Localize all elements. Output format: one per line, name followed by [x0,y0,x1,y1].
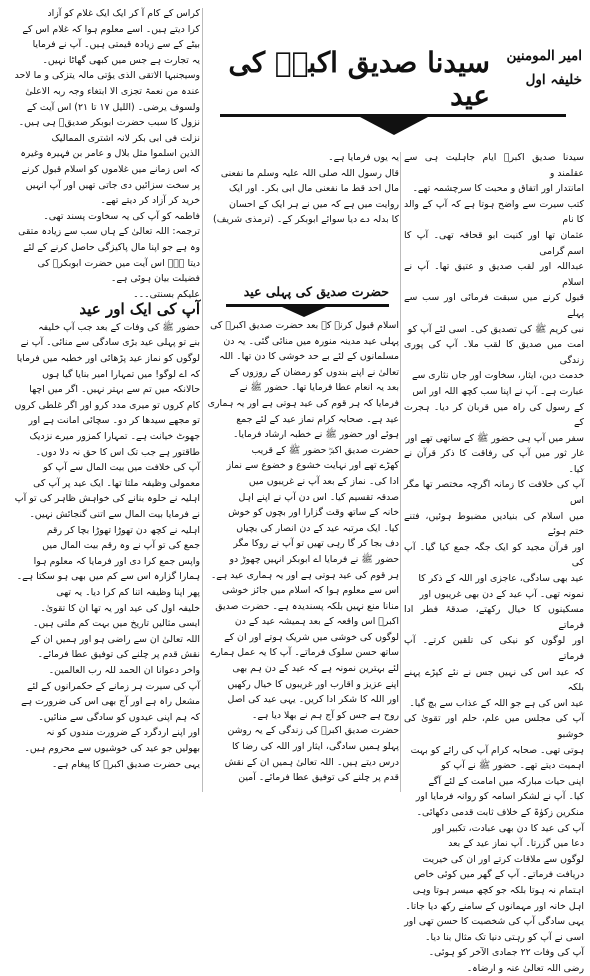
text-line: عید بھی سادگی، عاجزی اور اللہ کے ذکر کا [418,573,584,585]
text-line: اکبرؓ اس واقعہ کے بعد ہمیشہ عید کے دن [234,616,399,628]
text-line: آپ کی وفات ۲۲ جمادی الآخر کو ہوئی۔ [428,947,584,959]
text-line: اہلیہ نے حلوہ بنانے کی خواہش ظاہر کی تو آپ [14,493,200,505]
text-line: واپس جمع کرا دی اور فرمایا کہ معلوم ہوا [33,555,200,567]
text-line: فاطمہ کو آپ کی یہ سخاوت پسند تھی۔ [43,210,200,222]
text-line: عندہ من نعمۃ تجزی الا ابتغاء وجہ ربہ الاعلیٰ [25,85,200,97]
subheading: حضرت صدیق کی پہلی عید [243,284,389,299]
text-line: منکرین زکوٰۃ کے خلاف ثابت قدمی دکھائی۔ [416,806,584,818]
text-line: اہلیہ نے کچھ دن تھوڑا تھوڑا بچا کر رقم [46,524,200,536]
text-line: اس سے معلوم ہوا کہ اسلام میں جائز خوشی [221,585,399,597]
text-line: میں اسلام کی بنیادیں مضبوط ہوئیں، فتنے ختم ہوئے [404,510,584,538]
text-line: مشعل راہ ہے اور آج بھی اس کی ضرورت ہے [21,696,200,708]
column-divider [202,8,203,792]
masthead-ornament [360,117,428,135]
text-line: کہ اس زمانے میں غلاموں کو اسلام قبول کرنے [21,163,200,175]
text-line: ترجمہ: اللہ تعالیٰ کے ہاں سب سے زیادہ متقی [18,226,200,238]
text-line: معمولی وظیفہ ملتا تھا۔ ایک عید پر آپ کی [33,477,200,489]
text-line: کراس کے کام آ کر ایک ایک غلام کو آزاد [47,8,200,19]
body-text [206,318,399,786]
text-line: ہر قوم کی عید ہوتی ہے اور یہ ہماری عید ہے۔ [210,569,399,581]
text-line: خرید کر آزاد کر دیتے تھے۔ [100,195,200,207]
text-line: عید ہے۔ صحابہ کرام نماز عید کے لئے جمع [236,413,399,425]
text-line: امت میں صدیق کا لقب ملا۔ آپ کی پوری زندگی [404,339,584,366]
masthead-line2: خلیفہ اول [525,72,582,88]
text-line: اور اللہ کا شکر ادا کریں۔ یہی عید کی اصل [227,694,399,706]
text-line: ہمارا گزارہ اس سے کم میں بھی ہو سکتا ہے۔ [16,571,200,583]
text-line: کا بدلہ دے دیا سوائے ابوبکر کے۔ (ترمذی شریف) [213,214,399,226]
text-line: منانا منع نہیں بلکہ پسندیدہ ہے۔ حضرت صدیق [215,600,399,612]
text-line: لئے بہترین نمونہ ہے کہ عید کے دن ہم بھی [232,663,399,675]
text-line: کیا۔ ایک مرتبہ عید کے دن انصار کی بچیاں [236,522,399,534]
text-line: نزلت فی ابی بکر لانہ اشتری الممالیک [51,132,200,144]
text-line: عبداللہ اور لقب صدیق و عتیق تھا۔ آپ نے اسلام [404,261,584,288]
text-line: مسلمانوں کے لئے بے حد خوشی کا دن تھا۔ اللہ [219,351,399,363]
masthead [210,30,586,140]
text-line: سیدنا صدیق اکبرؓ ایام جاہلیت ہی سے عقلمند و [404,152,584,179]
text-line: الذین اسلموا مثل بلال و عامر بن فہیرہ وغیرہ [20,148,200,160]
text-line: نزول کا سبب حضرت ابوبکر صدیقؓ ہی ہیں۔ [18,117,200,129]
text-line: واخر دعوانا ان الحمد للہ رب العالمین۔ [48,664,200,676]
text-line: وہ ہے جو اپنا مال پاکیزگی حاصل کرنے کے لئے [23,241,200,253]
text-line: اور لوگوں کو نیکی کی تلقین کرتے۔ آپ فرماتے [404,635,584,662]
text-line: قدم پر چلنے کی توفیق عطا فرمائے۔ آمین [238,772,399,784]
text-line: اہل خانہ اور مہمانوں کے سامنے رکھ دیا جاتا۔ [405,900,584,912]
text-line: طاقتور ہے جب تک اس کا حق نہ دلا دوں۔ [35,446,200,458]
text-line: آپ کی خلافت میں بیت المال سے آپ کو [43,462,200,474]
text-line: غار ثور میں آپ کی رفاقت کا ذکر قرآن نے کیا۔ [404,448,584,475]
text-line: کہ عید اس کی نہیں جس نے نئے کپڑے پہنے بلکہ [404,666,584,694]
text-line: ساتھ حسن سلوک فرماتے۔ آپ کا یہ عمل ہمارے [210,647,399,659]
text-line: لوگوں کو نماز عید پڑھائی اور خطبہ میں فرمایا [16,353,200,365]
text-line: اور قرآن مجید کو ایک جگہ جمع کیا گیا۔ آپ کی [404,541,584,569]
text-line: کے رسول کی راہ میں قربان کر دیا۔ ہجرت کے [404,401,584,429]
column-middle [206,150,399,792]
text-line: ایسی مثالیں تاریخ میں بہت کم ملتی ہیں۔ [32,618,200,630]
text-line: ہوتی تھی۔ صحابہ کرام آپ کی رائے کو بہت [410,744,584,756]
text-line: عبارت ہے۔ آپ نے اپنا سب کچھ اللہ اور اس [412,385,584,397]
text-line: نے فرمایا بیت المال سے اتنی گنجائش نہیں۔ [29,509,200,520]
text-line: آپ کی عید کا دن بھی عبادت، تکبیر اور [432,822,584,834]
text-line: ادا کی۔ نماز کے بعد آپ نے غریبوں میں [248,475,399,487]
subheading-box [206,282,399,320]
text-line: نقش قدم پر چلنے کی توفیق عطا فرمائے۔ [37,649,200,661]
text-line: فرمایا کہ ہر قوم کی عید ہوتی ہے اور یہ ہماری [207,397,399,409]
text-line: اپنے عزیز و اقارب اور غریبوں کا خیال رکھیں [227,678,399,690]
subheading-ornament [282,307,326,317]
text-line: دریافت فرماتے۔ آپ کے گھر میں کوئی خاص [414,869,584,881]
text-line: درس دیتے ہیں۔ اللہ تعالیٰ ہمیں ان کے نقش [224,756,399,768]
text-line: حضور ﷺ کی وفات کے بعد جب آپ خلیفہ [38,321,200,333]
text-line: اللہ تعالیٰ ان سے راضی ہو اور ہمیں ان کے [30,633,200,645]
text-line: دیتا ہے۔ اس آیت میں حضرت ابوبکرؓ کی [37,257,200,269]
text-line: کہ اے لوگو! میں تمہارا امیر بنایا گیا ہوں [42,368,200,380]
text-line: عید اس کی ہے جو اللہ کے عذاب سے بچ گیا۔ [409,697,584,709]
text-line: کھڑے تھے اور نہایت خشوع و خضوع سے نماز [226,460,399,472]
text-line: لوگوں سے ملاقات کرتے اور ان کی خیریت [422,853,584,865]
text-line: جمع کی تو آپ نے وہ رقم بیت المال میں [42,540,200,552]
text-line: خلیفہ اول کی عید اور یہ تھا ان کا تقویٰ۔ [40,602,200,614]
text-line: یہ تجارت ہے جس میں کبھی گھاٹا نہیں۔ [42,54,200,66]
text-line: اہتمام نہ ہوتا بلکہ جو کچھ میسر ہوتا وہی [412,884,584,896]
text-line: رضی اللہ تعالیٰ عنہ و ارضاہ۔ [466,962,584,974]
text-line: پہلی عید مدینہ منورہ میں منائی گئی۔ یہ دن [223,335,399,347]
text-line: اپنی حیات مبارکہ میں امامت کے لئے آگے [428,775,584,787]
text-line: خدمت دین، ایثار، سخاوت اور جاں نثاری سے [411,370,584,382]
text-line: تعالیٰ نے اپنے بندوں کو رمضان کے روزوں کے [229,366,399,378]
text-line: کتب سیرت سے واضح ہوتا ہے کہ آپ کے والد کا نام [404,198,584,226]
text-line: آپ کی ایک اور عید [79,300,200,319]
text-line: پر سخت سزائیں دی جاتی تھیں اور آپ انہیں [25,179,200,191]
text-line: عثمان تھا اور کنیت ابو قحافہ تھی۔ آپ کا اسم گرامی [404,229,584,257]
text-line: بعد یہ انعام عطا فرمایا تھا۔ حضور ﷺ نے [239,382,399,394]
text-line: علیکم بسنتی۔۔۔ [133,288,200,300]
text-line: بیٹے کے سے زیادہ قیمتی ہیں۔ آپ نے فرمایا [32,39,200,51]
text-line: اہمیت دیتے تھے۔ حضور ﷺ نے آپ کو [441,760,584,772]
text-line: صدقہ تقسیم کیا۔ اس دن آپ نے اپنے اہل [238,491,399,503]
text-line: مال احد قط ما نفعنی مال ابی بکر۔ اور ایک [228,183,399,195]
text-line: بھولیں جو عید کی خوشیوں سے محروم ہیں۔ [24,742,200,754]
text-line: پہلو ہمیں سادگی، ایثار اور اللہ کی رضا کا [231,741,399,753]
text-line: فضیلت بیان ہوئی ہے۔ [110,273,200,285]
text-line: حضرت صدیق اکبرؓ کی زندگی کے یہ روشن [227,725,399,737]
text-line: اور اپنے اردگرد کے ضرورت مندوں کو نہ [46,727,200,739]
text-line: بنے تو پہلی عید بڑی سادگی سے منائی۔ آپ نے [20,337,200,349]
text-line: کام کروں تو میری مدد کرو اور اگر غلطی کروں [14,399,200,411]
text-line: ولسوف یرضی۔ (اللیل ۱۷ تا ۲۱) اس آیت کے [26,101,200,113]
intro-text [206,150,399,278]
text-line: حالانکہ میں تم سے بہتر نہیں۔ اگر میں اچھا [29,384,200,396]
text-line: آپ کی سیرت ہر زمانے کے حکمرانوں کے لئے [26,680,200,692]
text-line: اسلام قبول کرنے کے بعد حضرت صدیق اکبرؓ کی [210,320,399,331]
text-line: یہی سادگی آپ کی شخصیت کا حسن تھی اور [404,916,584,928]
text-line: نمونہ تھی۔ آپ عید کے دن بھی غریبوں اور [419,588,584,600]
masthead-line1: امیر المومنین [506,48,582,64]
text-line: لوگوں کی خوشی میں شریک ہوتے اور ان کے [224,631,399,643]
text-line: پھر اپنا وظیفہ اتنا کم کرا دیا۔ یہ تھی [56,586,200,598]
column-right [404,150,584,974]
text-line: مسکینوں کا خیال رکھتے، صدقۂ فطر ادا فرماتے [404,604,584,631]
text-line: آپ کی خلافت کا زمانہ اگرچہ مختصر تھا مگر اس [404,479,584,507]
text-line: یہی حضرت صدیق اکبرؓ کا پیغام ہے۔ [51,758,200,770]
text-line: روایت میں ہے کہ میں نے ہر ایک کے احسان [228,198,399,210]
text-line: دعا میں گزرتا۔ آپ نماز عید کے بعد [448,838,584,850]
text-line: حضرت صدیق اکبرؓ حضور ﷺ کے قریب [251,444,399,456]
text-line: تو مجھے سیدھا کر دو۔ سچائی امانت ہے اور [28,415,200,427]
text-line: جھوٹ خیانت ہے۔ تمہارا کمزور میرے نزدیک [29,431,200,443]
text-line: کہ ہم اپنی عیدوں کو سادگی سے منائیں۔ [38,711,200,723]
text-line: روح ہے جس کو آج ہم نے بھلا دیا ہے۔ [251,709,399,721]
text-line: کیا۔ آپ نے لشکر اسامہ کو روانہ فرمایا اور [415,791,584,803]
text-line: قبول کرنے میں سبقت فرمائی اور سب سے پہلے [404,292,584,319]
masthead-title: سیدنا صدیق اکبرؓ کی عید [228,46,490,112]
text-line: خانہ کے ساتھ وقت گزارا اور بچوں کو خوش [228,507,399,519]
text-line: کرا دیتے ہیں۔ اسے معلوم ہوا کہ غلام اس کے [22,23,200,35]
text-line: اسی نے آپ کو رہتی دنیا تک مثال بنا دیا۔ [424,931,584,943]
text-line: سفر میں آپ ہی حضور ﷺ کے ساتھی تھے اور [405,432,584,444]
text-line: ہوئے اور حضور ﷺ نے خطبہ ارشاد فرمایا۔ [233,429,399,441]
text-line: حضور ﷺ نے فرمایا اے ابوبکر انہیں چھوڑ دو [229,553,399,565]
column-left [6,6,200,792]
text-line: یہ یوں فرمایا ہے۔ [328,152,399,163]
text-line: قال رسول اللہ صلی اللہ علیہ وسلم ما نفعنی [220,167,399,179]
column-divider [400,152,401,792]
text-line: امانتدار اور اتفاق و محبت کا سرچشمہ تھے۔ [412,183,584,195]
text-line: وسیجنبہا الاتقی الذی یؤتی مالہ یتزکی و ما لاحد [14,70,200,82]
text-line: دف بجا کر گا رہی تھیں تو آپ نے روکا مگر [233,538,399,550]
text-line: آپ کی مجلس میں علم، حلم اور تقویٰ کی خوشبو [404,713,584,740]
text-line: نبی کریم ﷺ کی تصدیق کی۔ اسی لئے آپ کو [407,323,584,335]
